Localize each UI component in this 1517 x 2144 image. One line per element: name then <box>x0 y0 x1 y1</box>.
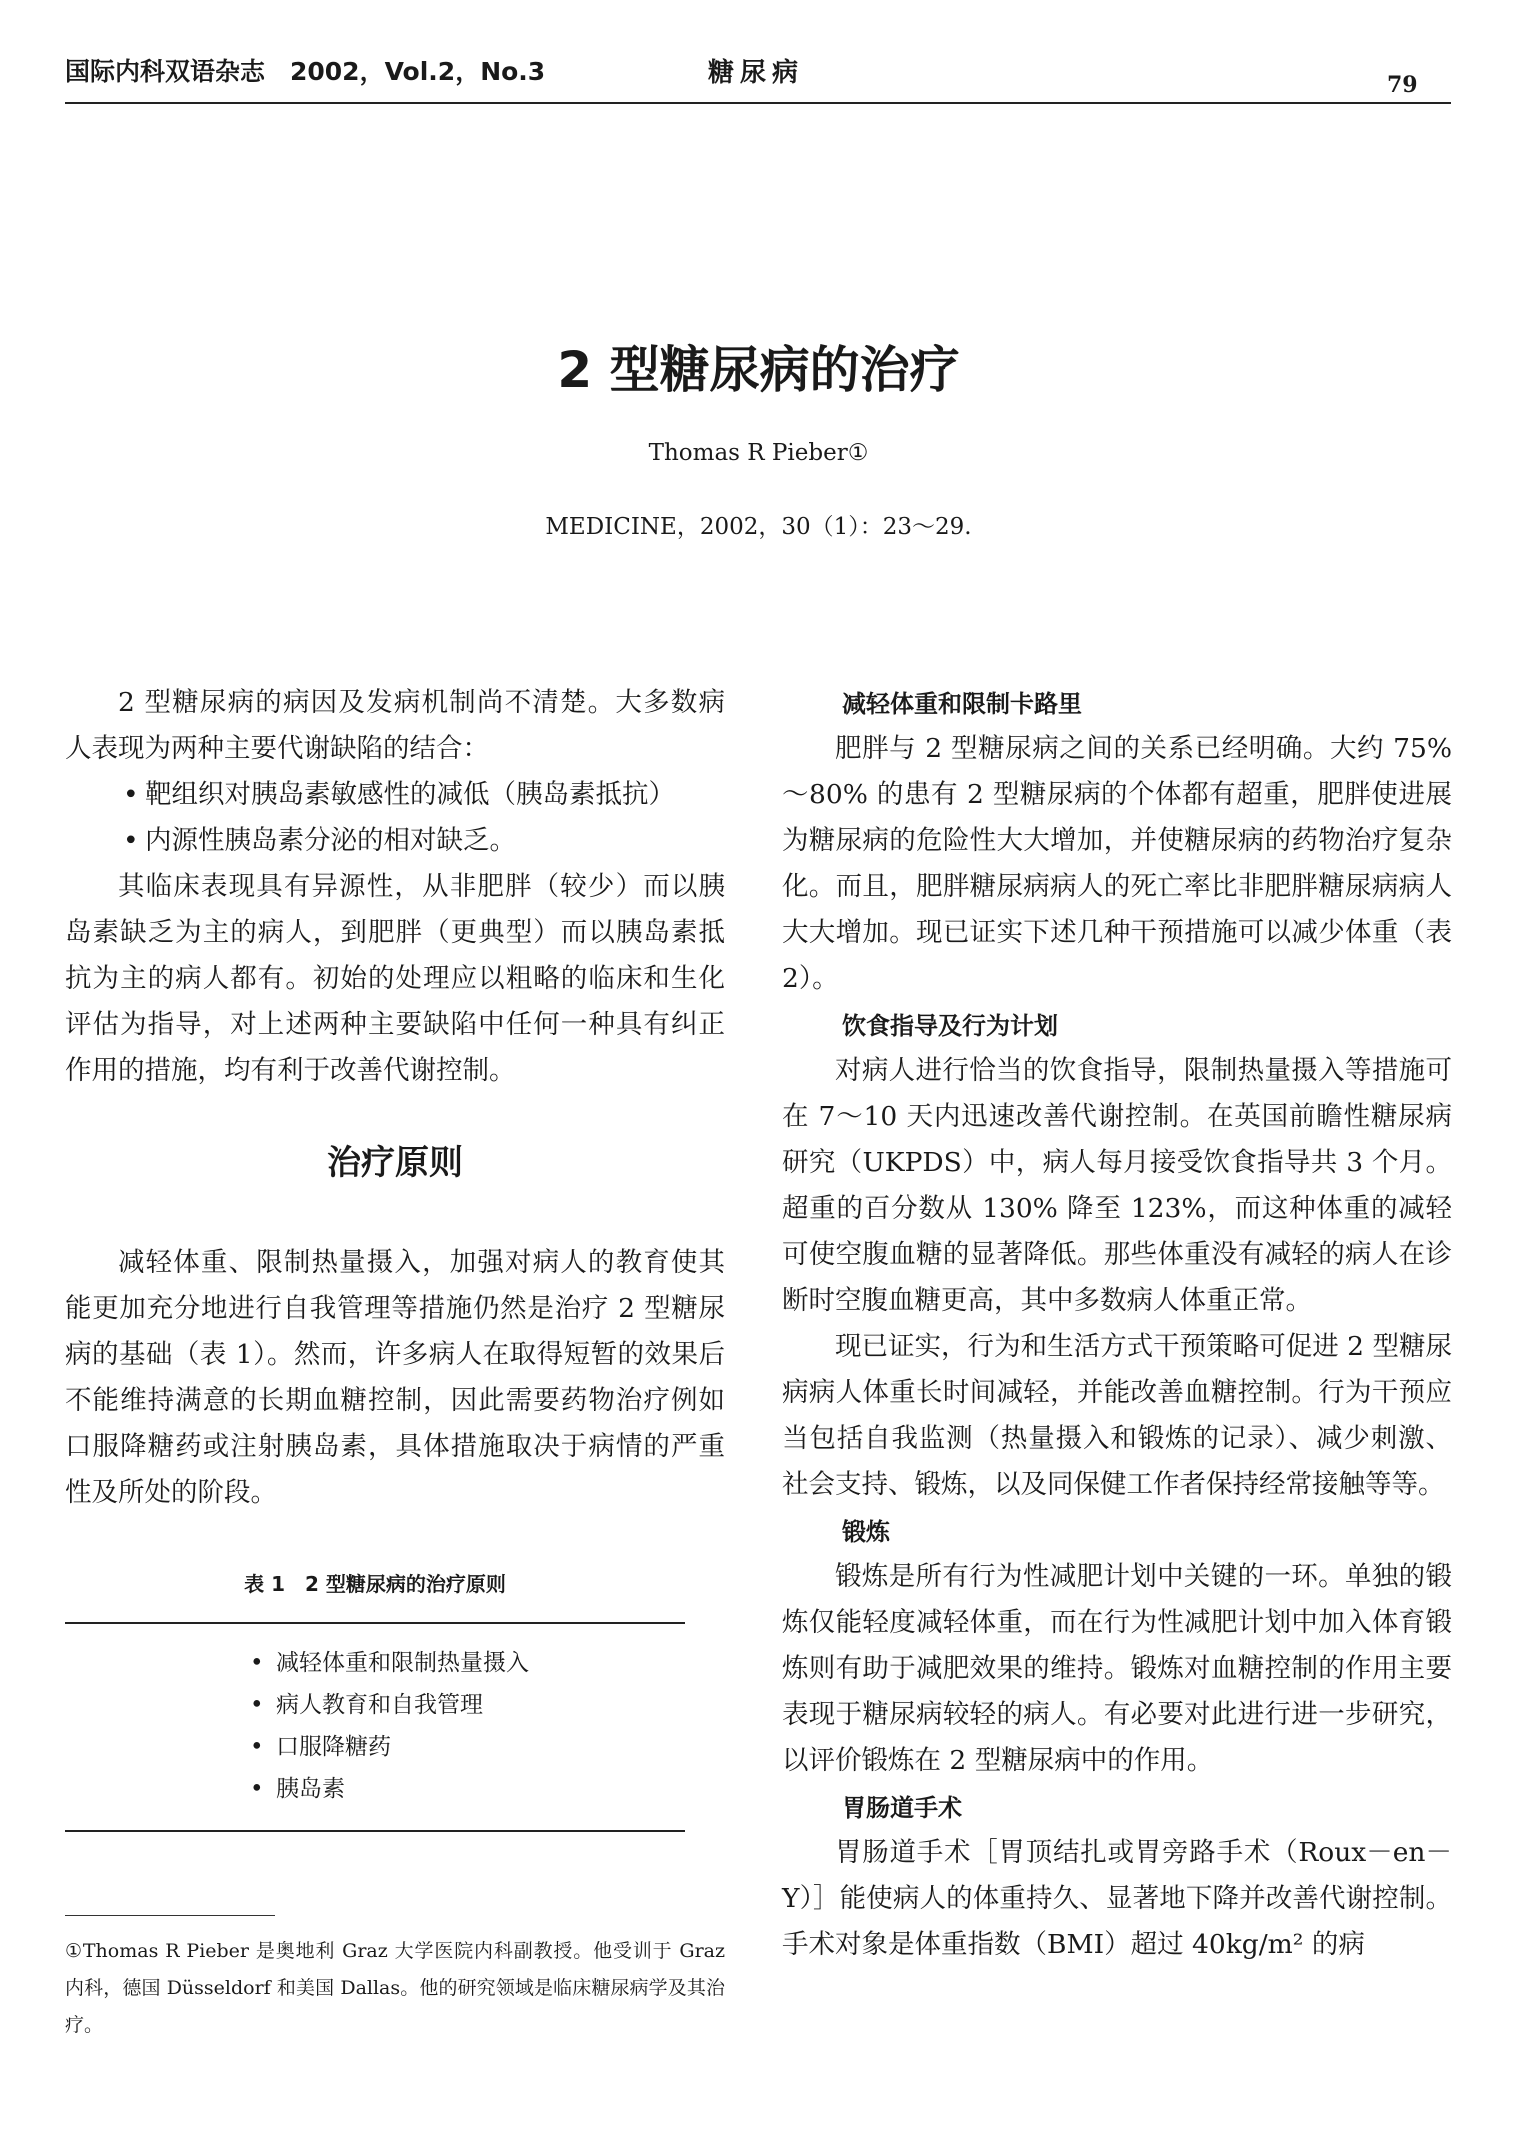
intro-bullet <box>65 772 725 818</box>
principles-paragraph: 减轻体重、限制热量摄入，加强对病人的教育使其能更加充分地进行自我管理等措施仍然是治疗 2 型糖尿病的基础（表 1）。然而，许多病人在取得短暂的效果后不能维持满意的长期血糖控制，因此需要药物治疗例如口服降糖药或注射胰岛素，具体措施取决于病情的严重性及所处的阶段。 <box>65 1247 725 1508</box>
article-title: 2 型糖尿病的治疗 <box>557 341 960 399</box>
bullet-dot-icon: • <box>250 1734 264 1760</box>
right-column <box>782 680 1452 1968</box>
table-row-text: 病人教育和自我管理 <box>276 1692 483 1718</box>
exercise-paragraph: 锻炼是所有行为性减肥计划中关键的一环。单独的锻炼仅能轻度减轻体重，而在行为性减肥计划中加入体育锻炼则有助于减肥效果的维持。锻炼对血糖控制的作用主要表现于糖尿病较轻的病人。有必要对此进行进一步研究，以评价锻炼在 2 型糖尿病中的作用。 <box>782 1561 1452 1776</box>
table-row <box>250 1642 529 1684</box>
table-row-text: 胰岛素 <box>276 1776 345 1802</box>
bullet-dot-icon: • <box>123 779 139 810</box>
table-row-text: 减轻体重和限制热量摄入 <box>276 1650 529 1676</box>
subheading-surgery: 胃肠道手术 <box>842 1794 962 1822</box>
diet-paragraph-2: 现已证实，行为和生活方式干预策略可促进 2 型糖尿病病人体重长时间减轻，并能改善血糖控制。行为干预应当包括自我监测（热量摄入和锻炼的记录）、减少刺激、社会支持、锻炼，以及同保健工作者保持经常接触等等。 <box>782 1331 1452 1500</box>
article-author: Thomas R Pieber① <box>648 440 869 466</box>
table-row <box>250 1768 529 1810</box>
intro-bullet <box>65 818 725 864</box>
journal-header: 国际内科双语杂志 2002，Vol.2，No.3 <box>65 57 546 86</box>
bullet-dot-icon: • <box>250 1776 264 1802</box>
page-number: 79 <box>1387 72 1418 98</box>
subheading-diet: 饮食指导及行为计划 <box>842 1012 1058 1040</box>
table-caption: 表 1 2 型糖尿病的治疗原则 <box>244 1572 506 1596</box>
intro-paragraph-1: 2 型糖尿病的病因及发病机制尚不清楚。大多数病人表现为两种主要代谢缺陷的结合： <box>65 687 725 764</box>
table-row <box>250 1684 529 1726</box>
header-rule <box>65 102 1451 104</box>
bullet-dot-icon: • <box>250 1650 264 1676</box>
intro-bullet-text: 靶组织对胰岛素敏感性的减低（胰岛素抵抗） <box>145 779 675 810</box>
bullet-dot-icon: • <box>250 1692 264 1718</box>
table-row <box>250 1726 529 1768</box>
footnote-rule <box>65 1915 275 1916</box>
weight-paragraph: 肥胖与 2 型糖尿病之间的关系已经明确。大约 75%～80% 的患有 2 型糖尿病的个体都有超重，肥胖使进展为糖尿病的危险性大大增加，并使糖尿病的药物治疗复杂化。而且，肥胖糖尿病病人的死亡率比非肥胖糖尿病病人大大增加。现已证实下述几种干预措施可以减少体重（表 2）。 <box>782 733 1452 994</box>
article-citation: MEDICINE，2002，30（1）：23～29. <box>545 514 972 540</box>
diet-paragraph-1: 对病人进行恰当的饮食指导，限制热量摄入等措施可在 7～10 天内迅速改善代谢控制。在英国前瞻性糖尿病研究（UKPDS）中，病人每月接受饮食指导共 3 个月。超重的百分数从 130% 降至 123%，而这种体重的减轻可使空腹血糖的显著降低。那些体重没有减轻的病人在诊断时空腹血糖更高，其中多数病人体重正常。 <box>782 1055 1452 1316</box>
bullet-dot-icon: • <box>123 825 139 856</box>
footnote: ①Thomas R Pieber 是奥地利 Graz 大学医院内科副教授。他受训于 Graz 内科，德国 Düsseldorf 和美国 Dallas。他的研究领域是临床糖尿病学及其治疗。 <box>65 1940 725 2036</box>
section-heading-principles: 治疗原则 <box>327 1143 463 1183</box>
subheading-weight: 减轻体重和限制卡路里 <box>842 690 1082 718</box>
subheading-exercise: 锻炼 <box>842 1518 890 1546</box>
surgery-paragraph: 胃肠道手术［胃顶结扎或胃旁路手术（Roux－en－Y）］能使病人的体重持久、显著地下降并改善代谢控制。手术对象是体重指数（BMI）超过 40kg/m² 的病 <box>782 1837 1452 1960</box>
table-top-rule <box>65 1622 685 1624</box>
table-bottom-rule <box>65 1830 685 1832</box>
intro-section <box>65 680 725 1094</box>
principles-section <box>65 1240 725 1516</box>
section-header: 糖尿病 <box>708 58 805 88</box>
table-body <box>250 1642 529 1810</box>
intro-paragraph-2: 其临床表现具有异源性，从非肥胖（较少）而以胰岛素缺乏为主的病人，到肥胖（更典型）而以胰岛素抵抗为主的病人都有。初始的处理应以粗略的临床和生化评估为指导，对上述两种主要缺陷中任何一种具有纠正作用的措施，均有利于改善代谢控制。 <box>65 871 725 1086</box>
table-row-text: 口服降糖药 <box>276 1734 391 1760</box>
intro-bullet-text: 内源性胰岛素分泌的相对缺乏。 <box>145 825 516 856</box>
